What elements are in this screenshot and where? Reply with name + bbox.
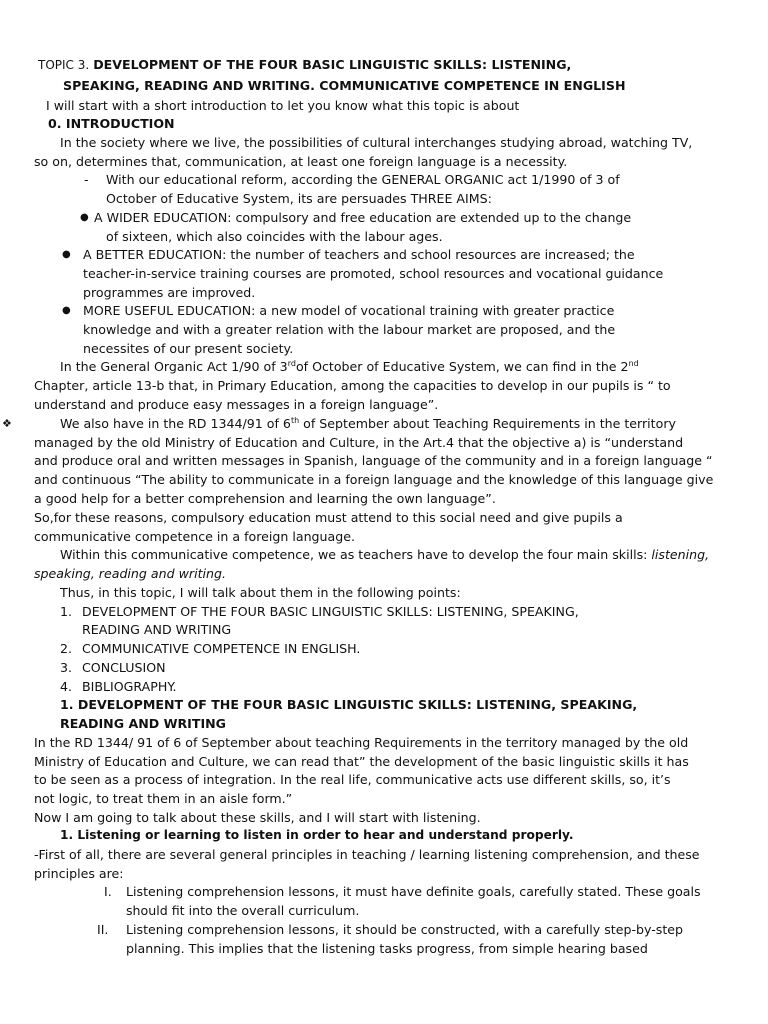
section-heading-development: 1. DEVELOPMENT OF THE FOUR BASIC LINGUISTIC SKILLS: LISTENING, SPEAKING, [60,697,638,712]
paragraph-line [60,357,639,376]
paragraph-line [60,545,709,564]
list-item-line: Listening comprehension lessons, it must have definite goals, carefully stated. These goals [126,884,701,899]
list-item-line: planning. This implies that the listening tasks progress, from simple hearing based [126,941,648,956]
topic-title-line-2: SPEAKING, READING AND WRITING. COMMUNICATIVE COMPETENCE IN ENGLISH [63,78,626,93]
list-item-line: necessites of our present society. [83,341,294,356]
paragraph-line: speaking, reading and writing. [34,566,226,581]
text-run: of September about Teaching Requirements in the territory [299,416,676,431]
topic-title-line-1 [38,55,571,75]
italic-text: listening, [651,547,710,562]
text-run: We also have in the RD 1344/91 of 6 [60,416,291,431]
paragraph-line [60,414,676,433]
list-item-line: A WIDER EDUCATION: compulsory and free education are extended up to the change [94,210,632,225]
topic-prefix: TOPIC 3. [38,58,90,72]
paragraph-line: Chapter, article 13-b that, in Primary Education, among the capacities to develop in our pupils is “ to [34,378,671,393]
paragraph-line: -First of all, there are several general principles in teaching / learning listening comprehension, and these [34,847,700,862]
roman-numeral: II. [97,922,109,937]
superscript: nd [628,359,639,368]
list-item-line: Listening comprehension lessons, it should be constructed, with a carefully step-by-step [126,922,684,937]
paragraph-line: communicative competence in a foreign language. [34,529,355,544]
topic-title: DEVELOPMENT OF THE FOUR BASIC LINGUISTIC SKILLS: LISTENING, [93,57,572,72]
outline-number: 1. [60,604,73,619]
text-run: In the General Organic Act 1/90 of 3 [60,359,288,374]
list-item-line: programmes are improved. [83,285,256,300]
text-run: of October of Educative System, we can find in the 2 [295,359,629,374]
outline-item: COMMUNICATIVE COMPETENCE IN ENGLISH. [82,641,361,656]
outline-number: 2. [60,641,73,656]
roman-numeral: I. [104,884,112,899]
list-item-line: of sixteen, which also coincides with the labour ages. [106,229,443,244]
outline-number: 3. [60,660,73,675]
outline-item: BIBLIOGRAPHY. [82,679,177,694]
paragraph-line: principles are: [34,866,124,881]
paragraph-line: understand and produce easy messages in a foreign language”. [34,397,439,412]
section-heading-development: READING AND WRITING [60,716,227,731]
paragraph-line: managed by the old Ministry of Education and Culture, in the Art.4 that the objective a) is “understand [34,435,684,450]
paragraph-line: not logic, to treat them in an aisle form.” [34,791,293,806]
superscript: rd [287,359,296,368]
diamond-bullet-icon: ❖ [2,417,12,430]
paragraph-line: Now I am going to talk about these skills, and I will start with listening. [34,810,481,825]
paragraph-line: Thus, in this topic, I will talk about them in the following points: [60,585,461,600]
paragraph-line: In the society where we live, the possibilities of cultural interchanges studying abroad, watching TV, [60,135,693,150]
paragraph-line: so on, determines that, communication, at least one foreign language is a necessity. [34,154,568,169]
outline-item: READING AND WRITING [82,622,232,637]
list-item-line: teacher-in-service training courses are promoted, school resources and vocational guidance [83,266,664,281]
bullet-icon: ● [62,305,71,316]
bullet-icon: ● [62,249,71,260]
text-run: Within this communicative competence, we as teachers have to develop the four main skills: [60,547,652,562]
list-item-line: MORE USEFUL EDUCATION: a new model of vocational training with greater practice [83,303,615,318]
paragraph-line: Ministry of Education and Culture, we can read that” the development of the basic linguistic skills it has [34,754,689,769]
paragraph-line: and produce oral and written messages in Spanish, language of the community and in a foreign language “ [34,453,713,468]
dash-marker: - [84,172,89,187]
outline-number: 4. [60,679,73,694]
list-item-line: October of Educative System, its are persuades THREE AIMS: [106,191,492,206]
subsection-heading-listening: 1. Listening or learning to listen in order to hear and understand properly. [60,828,574,842]
section-heading-introduction: 0. INTRODUCTION [48,116,175,131]
list-item-line: A BETTER EDUCATION: the number of teachers and school resources are increased; the [83,247,635,262]
paragraph-line: In the RD 1344/ 91 of 6 of September about teaching Requirements in the territory managed by the old [34,735,689,750]
paragraph-line: So,for these reasons, compulsory education must attend to this social need and give pupils a [34,510,623,525]
paragraph-line: a good help for a better comprehension and learning the own language”. [34,491,496,506]
list-item-line: With our educational reform, according the GENERAL ORGANIC act 1/1990 of 3 of [106,172,620,187]
superscript: th [290,416,300,425]
paragraph-line: to be seen as a process of integration. In the real life, communicative acts use different skills, so, it’s [34,772,671,787]
bullet-icon: ● [80,212,89,223]
outline-item: CONCLUSION [82,660,166,675]
paragraph-line: and continuous “The ability to communicate in a foreign language and the knowledge of this language give [34,472,714,487]
outline-item: DEVELOPMENT OF THE FOUR BASIC LINGUISTIC SKILLS: LISTENING, SPEAKING, [82,604,579,619]
list-item-line: should fit into the overall curriculum. [126,903,360,918]
intro-line: I will start with a short introduction to let you know what this topic is about [46,98,520,113]
list-item-line: knowledge and with a greater relation with the labour market are proposed, and the [83,322,616,337]
